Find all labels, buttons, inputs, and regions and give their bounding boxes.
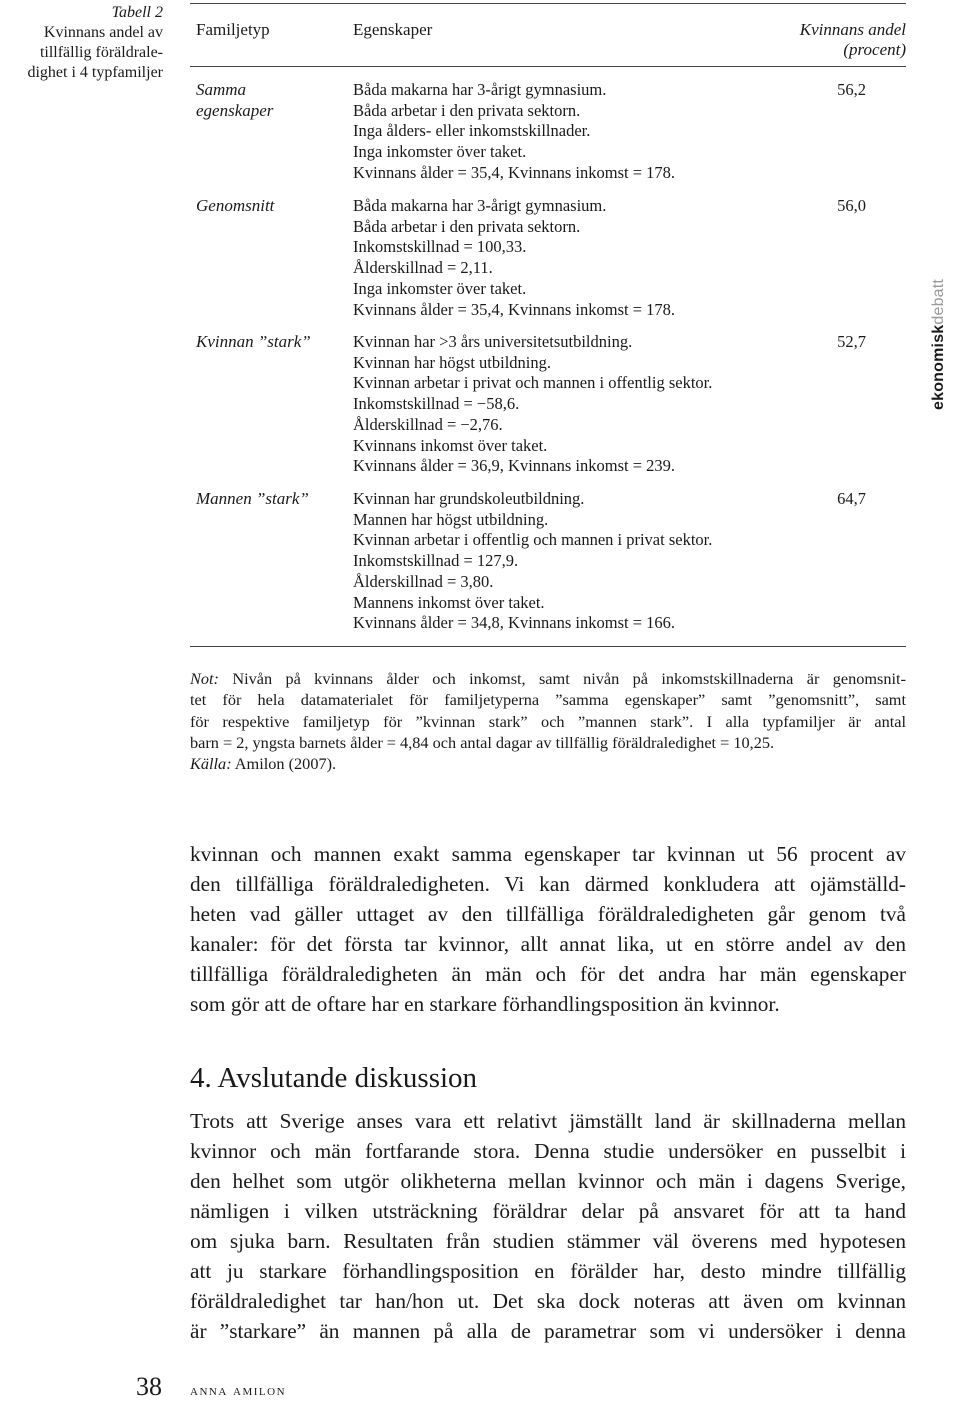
note-line-text: Nivån på kvinnans ålder och inkomst, samt nivån på inkomstskillnaderna är genomsnit- bbox=[232, 669, 906, 688]
property-item: Inkomstskillnad = 100,33. bbox=[353, 237, 527, 257]
table-top-rule bbox=[190, 3, 906, 4]
body-paragraph bbox=[190, 839, 906, 1019]
properties-list bbox=[353, 196, 675, 320]
family-type-name bbox=[196, 80, 273, 121]
note-label: Not: bbox=[190, 669, 219, 688]
family-type-line: Kvinnan ”stark” bbox=[196, 332, 311, 351]
paragraph-line: föräldraledighet tar han/hon ut. Det ska dock noteras att även om kvinnan bbox=[190, 1289, 906, 1313]
journal-brand bbox=[930, 279, 948, 410]
property-item: Kvinnans inkomst över taket. bbox=[353, 435, 548, 455]
property-item: Inkomstskillnad = 127,9. bbox=[353, 551, 519, 571]
share-value: 64,7 bbox=[837, 489, 866, 508]
property-item: Kvinnan arbetar i offentlig och mannen i privat sektor. bbox=[353, 530, 713, 550]
property-item: Mannen har högst utbildning. bbox=[353, 509, 549, 529]
header-family-type: Familjetyp bbox=[196, 20, 270, 39]
property-item: Kvinnan arbetar i privat och mannen i offentlig sektor. bbox=[353, 373, 713, 393]
family-type-name bbox=[196, 489, 309, 510]
property-item: Inga inkomster över taket. bbox=[353, 278, 527, 298]
property-item: Kvinnans ålder = 34,8, Kvinnans inkomst = 166. bbox=[353, 613, 675, 633]
share-value: 52,7 bbox=[837, 332, 866, 351]
paragraph-line: den tillfälliga föräldraledigheten. Vi kan därmed konkludera att ojämställd- bbox=[190, 872, 906, 896]
properties-list bbox=[353, 332, 712, 477]
properties-list bbox=[353, 80, 675, 184]
property-item: Mannens inkomst över taket. bbox=[353, 592, 545, 612]
running-footer-author: anna amilon bbox=[190, 1383, 287, 1399]
paragraph-line: tillfälliga föräldraledigheten än män och för det andra har män egenskaper bbox=[190, 962, 906, 986]
paragraph-line: nämligen i vilken utsträckning föräldrar delar på ansvaret för att ta hand bbox=[190, 1199, 906, 1223]
section-heading: 4. Avslutande diskussion bbox=[190, 1062, 478, 1094]
paragraph-line: att ju starkare förhandlingsposition en förälder har, desto mindre tillfällig bbox=[190, 1259, 906, 1283]
property-item: Kvinnans ålder = 35,4, Kvinnans inkomst = 178. bbox=[353, 162, 675, 182]
header-properties: Egenskaper bbox=[353, 20, 433, 39]
brand-part-2: debatt bbox=[930, 278, 947, 325]
brand-part-1: ekonomisk bbox=[930, 324, 947, 410]
family-type-name bbox=[196, 196, 274, 217]
note-line bbox=[190, 668, 906, 689]
table-header-rule bbox=[190, 66, 906, 67]
family-type-line: Genomsnitt bbox=[196, 196, 275, 215]
header-share bbox=[740, 20, 906, 60]
family-type-line: Samma bbox=[196, 80, 247, 99]
paragraph-line: kvinnan och mannen exakt samma egenskaper tar kvinnan ut 56 procent av bbox=[190, 842, 906, 866]
note-line: barn = 2, yngsta barnets ålder = 4,84 och antal dagar av tillfällig föräldraledighet = 10,25. bbox=[190, 732, 775, 752]
property-item: Båda arbetar i den privata sektorn. bbox=[353, 100, 581, 120]
property-item: Ålderskillnad = −2,76. bbox=[353, 414, 503, 434]
share-value: 56,0 bbox=[837, 196, 866, 215]
family-type-line: Mannen ”stark” bbox=[196, 489, 309, 508]
header-share-line1: Kvinnans andel bbox=[799, 20, 906, 39]
property-item: Kvinnan har högst utbildning. bbox=[353, 352, 551, 372]
paragraph-line: kvinnor och män fortfarande stora. Denna studie undersöker en pusselbit i bbox=[190, 1139, 906, 1163]
property-item: Inga inkomster över taket. bbox=[353, 142, 527, 162]
caption-line: Kvinnans andel av bbox=[43, 24, 163, 41]
page-number: 38 bbox=[136, 1372, 162, 1401]
property-item: Inga ålders- eller inkomstskillnader. bbox=[353, 121, 591, 141]
property-item: Kvinnans ålder = 35,4, Kvinnans inkomst = 178. bbox=[353, 299, 675, 319]
header-share-line2: (procent) bbox=[843, 40, 906, 59]
property-item: Båda arbetar i den privata sektorn. bbox=[353, 216, 581, 236]
table-label: Tabell 2 bbox=[111, 4, 163, 21]
table-bottom-rule bbox=[190, 646, 906, 647]
property-item: Kvinnans ålder = 36,9, Kvinnans inkomst = 239. bbox=[353, 456, 675, 476]
share-value: 56,2 bbox=[837, 80, 866, 99]
property-item: Båda makarna har 3-årigt gymnasium. bbox=[353, 80, 607, 99]
paragraph-line: som gör att de oftare har en starkare förhandlingsposition än kvinnor. bbox=[190, 992, 780, 1016]
table-note bbox=[190, 668, 906, 774]
caption-line: dighet i 4 typfamiljer bbox=[27, 64, 163, 81]
paragraph-line: om sjuka barn. Resultaten från studien stämmer väl överens med hypotesen bbox=[190, 1229, 906, 1253]
property-item: Kvinnan har grundskoleutbildning. bbox=[353, 489, 585, 508]
caption-line: tillfällig föräldrale- bbox=[39, 44, 163, 61]
paragraph-line: den helhet som utgör olikheterna mellan kvinnor och män i dagens Sverige, bbox=[190, 1169, 906, 1193]
paragraph-line: kanaler: för det första tar kvinnor, allt annat lika, ut en större andel av den bbox=[190, 932, 906, 956]
paragraph-line: är ”starkare” än mannen på alla de parametrar som vi undersöker i denna bbox=[190, 1319, 906, 1343]
note-line: för respektive familjetyp för ”kvinnan stark” och ”mannen stark”. I alla typfamiljer är antal bbox=[190, 711, 906, 731]
properties-list bbox=[353, 489, 712, 634]
table-caption bbox=[0, 3, 163, 83]
family-type-line: egenskaper bbox=[196, 100, 274, 120]
family-type-name bbox=[196, 332, 311, 353]
property-item: Ålderskillnad = 3,80. bbox=[353, 571, 494, 591]
paragraph-line: Trots att Sverige anses vara ett relativt jämställt land är skillnaderna mellan bbox=[190, 1109, 906, 1133]
paragraph-line: heten vad gäller uttaget av den tillfälliga föräldraledigheten går genom två bbox=[190, 902, 906, 926]
property-item: Båda makarna har 3-årigt gymnasium. bbox=[353, 196, 607, 215]
property-item: Kvinnan har >3 års universitetsutbildning. bbox=[353, 332, 633, 351]
note-line: tet för hela datamaterialet för familjetyperna ”samma egenskaper” samt ”genomsnitt”, samt bbox=[190, 690, 906, 710]
source-text: Amilon (2007). bbox=[234, 754, 337, 774]
property-item: Inkomstskillnad = −58,6. bbox=[353, 394, 520, 414]
property-item: Ålderskillnad = 2,11. bbox=[353, 258, 493, 278]
body-paragraph bbox=[190, 1106, 906, 1346]
source-label: Källa: bbox=[190, 754, 232, 774]
note-source bbox=[190, 753, 906, 774]
